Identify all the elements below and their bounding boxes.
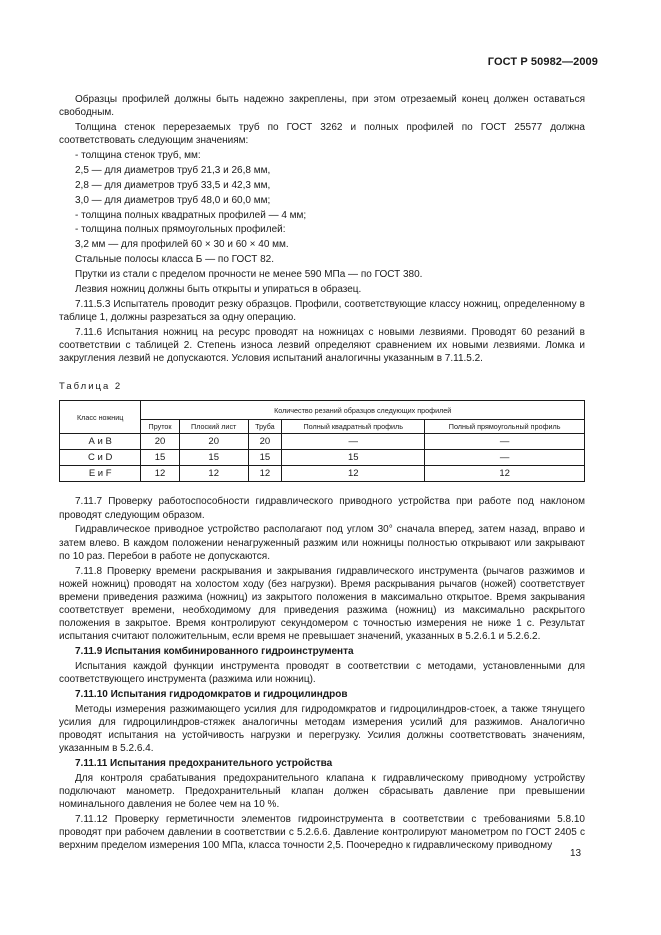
table-cell: — (282, 434, 425, 450)
table-cell: 20 (179, 434, 248, 450)
paragraph: 7.11.6 Испытания ножниц на ресурс проводят на ножницах с новыми лезвиями. Проводят 60 резаний в соответствии с таблицей 2. Степень износа лезвий определяют сравнением их новыми лезвиями. Ломка и закругления лезвий не допускаются. Условия испытаний аналогичны указанным в 7.11.5.2. (59, 326, 585, 365)
column-header: Пруток (141, 420, 179, 434)
table-row (60, 466, 585, 482)
table-cell: 20 (248, 434, 282, 450)
paragraph: 7.11.8 Проверку времени раскрывания и закрывания гидравлического инструмента (рычагов разжимов и ножей ножниц) проводят на холостом ходу (без нагрузки). Время раскрывания рычагов (ножей) соответствует времени приведения разжима (ножниц) из закрытого положения в максимально открытое. Время закрывания соответствует времени, необходимому для приведения разжима (ножниц) из максимально раскрытого положения в закрытое. Время контролируют секундомером с точностью измерения не ниже 1 с. Результат испытания считают положительным, если время не превышает значений, указанных в 5.2.6.1 и 5.2.6.2. (59, 565, 585, 642)
page-body (59, 93, 585, 854)
paragraph: Толщина стенок перерезаемых труб по ГОСТ 3262 и полных профилей по ГОСТ 25577 должна соответствовать следующим значениям: (59, 121, 585, 147)
paragraph: Прутки из стали с пределом прочности не менее 590 МПа — по ГОСТ 380. (75, 269, 423, 281)
paragraph: - толщина стенок труб, мм: (75, 149, 201, 161)
paragraph: Гидравлическое приводное устройство располагают под углом 30° сначала вперед, затем назад, вправо и затем влево. В каждом положении ненагруженный разжим или ножницы полностью открывают или закрывают по 10 раз. Перебои в работе не допускаются. (59, 524, 585, 562)
document-header-standard: ГОСТ Р 50982—2009 (487, 56, 598, 68)
paragraph: Лезвия ножниц должны быть открыты и упираться в образец. (75, 283, 362, 295)
table-cell: 15 (141, 450, 179, 466)
table-cell: — (425, 434, 585, 450)
paragraph: Испытания каждой функции инструмента проводят в соответствии с методами, установленными для соответствующего инструмента (разжима или ножниц). (59, 660, 585, 685)
paragraph: 2,5 — для диаметров труб 21,3 и 26,8 мм, (75, 164, 271, 176)
table-cell: — (425, 450, 585, 466)
paragraphs-bottom (59, 495, 585, 852)
table-2 (59, 400, 585, 482)
table-cell: 15 (179, 450, 248, 466)
page-number: 13 (570, 848, 582, 859)
paragraphs-top (59, 93, 585, 365)
group-column-header: Количество резаний образцов следующих профилей (141, 401, 585, 420)
column-header: Полный прямоугольный профиль (425, 420, 585, 434)
paragraph: 7.11.5.3 Испытатель проводит резку образцов. Профили, соответствующие классу ножниц, определенному в таблице 1, должны разрезаться за одну операцию. (59, 298, 585, 323)
section-heading: 7.11.11 Испытания предохранительного устройства (75, 757, 333, 769)
table-2-wrapper (59, 400, 585, 482)
table-cell: 12 (425, 466, 585, 482)
column-header: Плоский лист (179, 420, 248, 434)
paragraph: 7.11.7 Проверку работоспособности гидравлического приводного устройства при работе под наклоном проводят следующим образом. (59, 496, 585, 521)
column-header: Труба (248, 420, 282, 434)
table-caption: Таблица 2 (59, 381, 123, 393)
paragraph: Стальные полосы класса Б — по ГОСТ 82. (75, 254, 274, 266)
section-heading: 7.11.9 Испытания комбинированного гидроинструмента (75, 645, 354, 657)
paragraph: Образцы профилей должны быть надежно закреплены, при этом отрезаемый конец должен оставаться свободным. (59, 94, 585, 119)
paragraph: 3,0 — для диаметров труб 48,0 и 60,0 мм; (75, 194, 271, 206)
paragraph: 7.11.12 Проверку герметичности элементов гидроинструмента в соответствии с требованиями 5.8.10 проводят при рабочем давлении в соответствии с 5.2.6.6. Давление контролируют манометром по ГОСТ 2405 с верхним пределом измерения 100 МПа, класса точности 2,5. Поочередно к гидравлическому приводному (59, 813, 585, 851)
table-cell: 12 (282, 466, 425, 482)
table-cell: 15 (282, 450, 425, 466)
section-heading: 7.11.10 Испытания гидродомкратов и гидроцилиндров (75, 688, 348, 700)
table-cell-class: Е и F (60, 466, 141, 482)
table-row (60, 434, 585, 450)
paragraph: Методы измерения разжимающего усилия для гидродомкратов и гидроцилиндров-стоек, а также тянущего усилия для гидроцилиндров-стяжек аналогичны методам измерения усилий для разжимов. Аналогично проводят испытания на устойчивость нагрузки и перегрузку. Усилия должны соответствовать значениям, указанным в 5.2.6.4. (59, 703, 585, 754)
table-cell-class: А и В (60, 434, 141, 450)
table-cell: 12 (141, 466, 179, 482)
paragraph: 2,8 — для диаметров труб 33,5 и 42,3 мм, (75, 179, 271, 191)
table-row (60, 450, 585, 466)
column-header: Полный квадратный профиль (282, 420, 425, 434)
table-cell: 12 (248, 466, 282, 482)
table-cell-class: С и D (60, 450, 141, 466)
paragraph: Для контроля срабатывания предохранительного клапана к гидравлическому приводному устройству подключают манометр. Предохранительный клапан должен сбрасывать давление при превышении номинального давления не более чем на 10 %. (59, 772, 585, 810)
paragraph: - толщина полных прямоугольных профилей: (75, 224, 286, 236)
table-cell: 12 (179, 466, 248, 482)
class-column-header: Класс ножниц (60, 401, 141, 434)
paragraph: - толщина полных квадратных профилей — 4 мм; (75, 209, 307, 221)
paragraph: 3,2 мм — для профилей 60 × 30 и 60 × 40 мм. (75, 239, 289, 251)
table-cell: 20 (141, 434, 179, 450)
table-cell: 15 (248, 450, 282, 466)
